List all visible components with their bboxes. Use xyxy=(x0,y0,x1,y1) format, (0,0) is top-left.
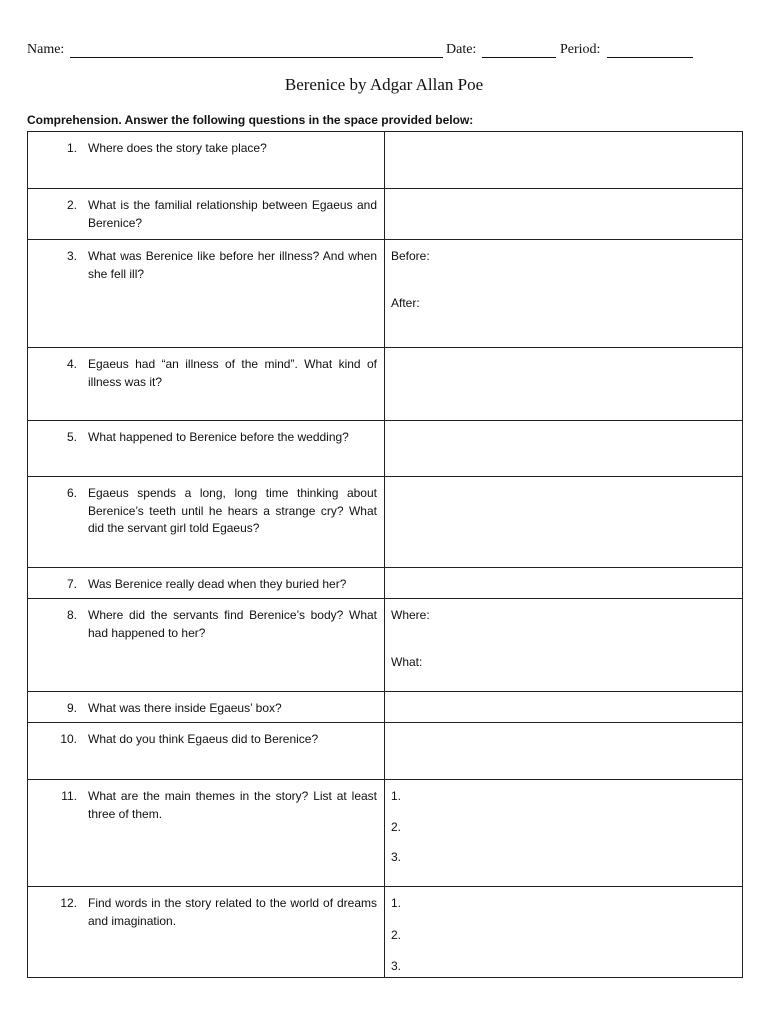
question-row xyxy=(28,780,743,887)
question-row xyxy=(28,421,743,477)
question-number: 10. xyxy=(60,732,77,746)
question-text: Egaeus spends a long, long time thinking about Berenice’s teeth until he hears a strange cry? What did the servant girl told Egaeus? xyxy=(88,486,377,535)
question-cell xyxy=(28,780,385,887)
question-number: 4. xyxy=(66,357,77,371)
question-text: What was Berenice like before her illness? And when she fell ill? xyxy=(88,249,377,281)
question-text: What happened to Berenice before the wedding? xyxy=(88,430,349,444)
name-label: Name: xyxy=(27,42,65,57)
answer-prompt: Before: xyxy=(391,249,430,263)
question-cell xyxy=(28,421,385,477)
answer-cell[interactable] xyxy=(385,887,743,978)
instructions-text: Comprehension. Answer the following questions in the space provided below: xyxy=(27,113,474,127)
answer-prompt: 1. xyxy=(391,789,402,803)
answer-cell[interactable] xyxy=(385,132,743,189)
answer-prompt: 3. xyxy=(391,850,402,864)
question-number: 12. xyxy=(60,896,77,910)
question-cell xyxy=(28,348,385,421)
question-text: What are the main themes in the story? List at least three of them. xyxy=(88,789,377,821)
answer-cell[interactable] xyxy=(385,240,743,348)
question-cell xyxy=(28,240,385,348)
question-row xyxy=(28,599,743,692)
question-cell xyxy=(28,132,385,189)
question-number: 3. xyxy=(66,249,77,263)
student-info-line xyxy=(27,42,747,64)
answer-prompt: Where: xyxy=(391,608,430,622)
answer-cell[interactable] xyxy=(385,421,743,477)
question-cell xyxy=(28,477,385,568)
date-field[interactable] xyxy=(482,57,556,58)
question-text: Was Berenice really dead when they buried her? xyxy=(88,577,347,591)
page-title: Berenice by Adgar Allan Poe xyxy=(284,75,484,94)
answer-prompt: What: xyxy=(391,654,423,669)
question-row xyxy=(28,477,743,568)
answer-cell[interactable] xyxy=(385,189,743,240)
question-number: 6. xyxy=(66,486,77,500)
answer-prompt: 3. xyxy=(391,959,402,973)
question-row xyxy=(28,189,743,240)
answer-cell[interactable] xyxy=(385,477,743,568)
question-number: 2. xyxy=(66,198,77,212)
question-row xyxy=(28,240,743,348)
question-row xyxy=(28,692,743,723)
period-field[interactable] xyxy=(607,57,693,58)
question-row xyxy=(28,723,743,780)
question-row xyxy=(28,887,743,978)
date-label: Date: xyxy=(446,42,477,57)
questions-table xyxy=(27,131,743,978)
question-cell xyxy=(28,723,385,780)
question-number: 8. xyxy=(66,608,77,622)
question-text: Find words in the story related to the world of dreams and imagination. xyxy=(88,896,377,928)
question-text: Where does the story take place? xyxy=(88,141,267,155)
question-cell xyxy=(28,599,385,692)
answer-cell[interactable] xyxy=(385,723,743,780)
question-cell xyxy=(28,568,385,599)
question-text: What is the familial relationship between Egaeus and Berenice? xyxy=(88,198,377,230)
answer-prompt: 2. xyxy=(391,819,402,834)
answer-cell[interactable] xyxy=(385,780,743,887)
answer-cell[interactable] xyxy=(385,348,743,421)
question-text: Egaeus had “an illness of the mind”. What kind of illness was it? xyxy=(88,357,377,389)
answer-cell[interactable] xyxy=(385,599,743,692)
answer-cell[interactable] xyxy=(385,692,743,723)
question-number: 9. xyxy=(66,701,77,715)
question-number: 1. xyxy=(66,141,77,155)
question-number: 7. xyxy=(66,577,77,591)
question-number: 5. xyxy=(66,430,77,444)
period-label: Period: xyxy=(560,42,601,57)
answer-cell[interactable] xyxy=(385,568,743,599)
question-row xyxy=(28,132,743,189)
question-row xyxy=(28,568,743,599)
question-text: Where did the servants find Berenice’s body? What had happened to her? xyxy=(88,608,377,640)
question-text: What was there inside Egaeus’ box? xyxy=(88,701,282,715)
question-cell xyxy=(28,189,385,240)
answer-prompt: 2. xyxy=(391,927,402,942)
answer-prompt: After: xyxy=(391,295,420,310)
answer-prompt: 1. xyxy=(391,896,402,910)
question-cell xyxy=(28,887,385,978)
question-number: 11. xyxy=(61,789,77,803)
question-cell xyxy=(28,692,385,723)
name-field[interactable] xyxy=(70,57,443,58)
question-row xyxy=(28,348,743,421)
question-text: What do you think Egaeus did to Berenice? xyxy=(88,732,319,746)
